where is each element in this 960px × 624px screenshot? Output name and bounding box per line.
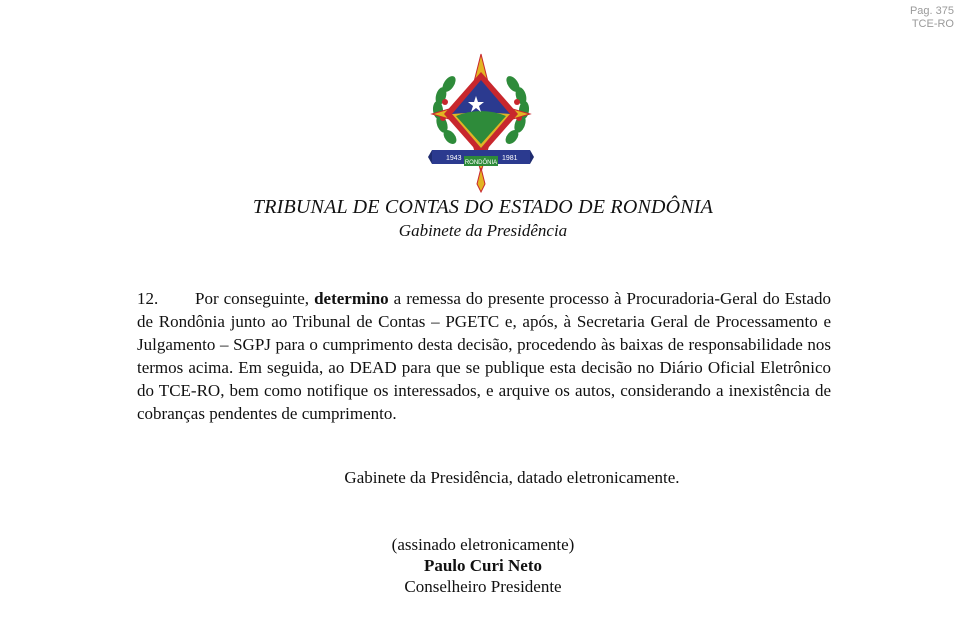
institution-title: TRIBUNAL DE CONTAS DO ESTADO DE RONDÔNIA (252, 196, 714, 218)
signer-role: Conselheiro Presidente (404, 577, 562, 596)
coat-of-arms-emblem (428, 52, 534, 194)
paragraph-number: 12. (137, 289, 159, 308)
closing-line: Gabinete da Presidência, datado eletronicamente. (344, 468, 680, 487)
paragraph-intro: Por conseguinte, (195, 289, 310, 308)
stamp-org: TCE-RO (911, 18, 954, 30)
signer-name: Paulo Curi Neto (423, 556, 543, 575)
page-number: Pag. 375 (909, 5, 954, 17)
emblem-year-left: 1943 (446, 155, 462, 162)
emblem-year-right: 1981 (502, 155, 518, 162)
emblem-banner-text: RONDÔNIA (464, 160, 498, 166)
signature-block (0, 534, 960, 597)
paragraph-emphasis: determino (314, 289, 389, 308)
paragraph-body: a remessa do presente processo à Procuradoria-Geral do Estado de Rondônia junto ao Tribunal de Contas – PGETC e, após, à Secretaria Geral de Processamento e Julgamento – SGPJ para o cumprimento desta decisão, procedendo às baixas de responsabilidade nos termos acima. Em seguida, ao DEAD para que se publique esta decisão no Diário Oficial Eletrônico do TCE-RO, bem como notifique os interessados, e arquive os autos, considerando a inexistência de cobranças pendentes de cumprimento. (137, 289, 832, 423)
page-stamp (910, 5, 954, 31)
decision-paragraph (137, 287, 831, 425)
institution-subtitle: Gabinete da Presidência (398, 221, 568, 240)
signature-note: (assinado eletronicamente) (391, 535, 575, 554)
